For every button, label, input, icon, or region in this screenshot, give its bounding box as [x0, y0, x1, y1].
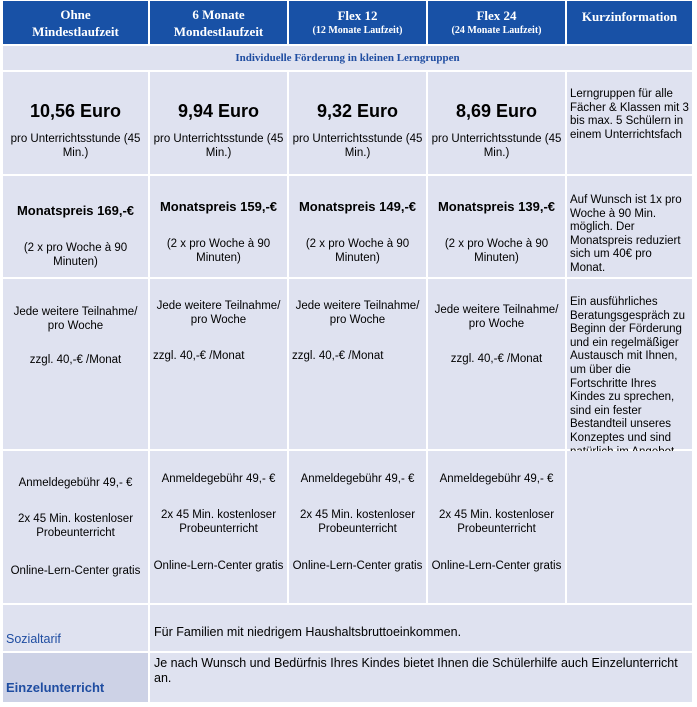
trial-lessons: 2x 45 Min. kostenloser Probeunterricht [160, 509, 277, 535]
price-cell [3, 72, 148, 174]
extra-price: zzgl. 40,-€ /Monat [153, 350, 245, 362]
fees-cell [3, 451, 148, 603]
header-flex-12 [289, 1, 426, 44]
sozialtarif-label-cell [3, 605, 148, 651]
price-amount: 8,69 Euro [455, 101, 538, 121]
monthly-cell [150, 176, 287, 277]
sozialtarif-label: Sozialtarif [6, 632, 61, 646]
online-center: Online-Lern-Center gratis [431, 560, 562, 572]
header-subtitle: (24 Monate Laufzeit) [451, 25, 542, 36]
extra-cell [150, 279, 287, 449]
monthly-detail: (2 x pro Woche à 90 Minuten) [23, 242, 128, 268]
info-text: Ein ausführliches Beratungsgespräch zu Beginn der Förderung und ein regelmäßiger Austausch mit Ihnen, um über die Fortschritte Ihres Kindes zu sprechen, sind ein fester Bestandteil unseres Konzeptes und sind [570, 296, 686, 444]
header-short-info [567, 1, 692, 44]
header-line-1: 6 Monate [192, 6, 245, 22]
extra-price: zzgl. 40,-€ /Monat [29, 354, 122, 366]
extra-price: zzgl. 40,-€ /Monat [292, 350, 384, 362]
info-text: Auf Wunsch ist 1x pro Woche à 90 Min. möglich. Der Monatspreis reduziert sich um 40€ pro Monat. [570, 194, 682, 274]
fees-cell [150, 451, 287, 603]
registration-fee: Anmeldegebühr 49,- € [300, 473, 415, 485]
info-text: Lerngruppen für alle Fächer & Klassen mit 3 bis max. 5 Schülern in einem Unterrichtsfach [570, 88, 689, 141]
monthly-cell [3, 176, 148, 277]
monthly-cell [289, 176, 426, 277]
info-cell-empty [567, 451, 692, 603]
extra-cell [289, 279, 426, 449]
fees-cell [428, 451, 565, 603]
header-title: Flex 24 [476, 8, 517, 23]
price-amount: 9,32 Euro [316, 101, 399, 121]
header-subtitle: (12 Monate Laufzeit) [312, 25, 403, 36]
registration-fee: Anmeldegebühr 49,- € [439, 473, 554, 485]
price-unit: pro Unterrichtsstunde (45 Min.) [153, 133, 284, 159]
einzelunterricht-label: Einzelunterricht [6, 680, 105, 695]
price-unit: pro Unterrichtsstunde (45 Min.) [292, 133, 423, 159]
online-center: Online-Lern-Center gratis [10, 565, 141, 577]
header-6-months [150, 1, 287, 44]
monthly-price: Monatspreis 139,-€ [437, 199, 556, 214]
price-unit: pro Unterrichtsstunde (45 Min.) [10, 133, 141, 159]
extra-label: Jede weitere Teilnahme/ pro Woche [295, 300, 420, 326]
monthly-cell [428, 176, 565, 277]
trial-lessons: 2x 45 Min. kostenloser Probeunterricht [438, 509, 555, 535]
price-amount: 9,94 Euro [177, 101, 260, 121]
monthly-detail: (2 x pro Woche à 90 Minuten) [305, 238, 410, 264]
info-cell [567, 279, 692, 449]
fees-cell [289, 451, 426, 603]
extra-label: Jede weitere Teilnahme/ pro Woche [156, 300, 281, 326]
banner [3, 46, 692, 70]
banner-text: Individuelle Förderung in kleinen Lerngruppen [235, 52, 460, 64]
header-title: Kurzinformation [581, 9, 678, 24]
monthly-detail: (2 x pro Woche à 90 Minuten) [444, 238, 549, 264]
header-line-2: Mondestlaufzeit [173, 23, 264, 39]
price-cell [289, 72, 426, 174]
monthly-price: Monatspreis 169,-€ [16, 203, 135, 218]
header-flex-24 [428, 1, 565, 44]
monthly-price: Monatspreis 149,-€ [298, 199, 417, 214]
sozialtarif-text-cell [150, 605, 692, 651]
price-unit: pro Unterrichtsstunde (45 Min.) [431, 133, 562, 159]
einzelunterricht-text: Je nach Wunsch und Bedürfnis Ihres Kindes bietet Ihnen die Schülerhilfe auch Einzelunterricht an. [154, 656, 678, 685]
pricing-table [3, 1, 692, 702]
extra-cell [428, 279, 565, 449]
header-line-2: Mindestlaufzeit [32, 23, 119, 39]
header-title: Flex 12 [337, 8, 378, 23]
header-line-1: Ohne [60, 6, 91, 22]
extra-label: Jede weitere Teilnahme/ pro Woche [434, 304, 559, 330]
online-center: Online-Lern-Center gratis [153, 560, 284, 572]
einzelunterricht-text-cell [150, 653, 692, 702]
price-amount: 10,56 Euro [29, 101, 122, 121]
extra-label: Jede weitere Teilnahme/ pro Woche [13, 306, 138, 332]
extra-price: zzgl. 40,-€ /Monat [450, 353, 543, 365]
online-center: Online-Lern-Center gratis [292, 560, 423, 572]
info-cell [567, 72, 692, 174]
monthly-price: Monatspreis 159,-€ [159, 199, 278, 214]
trial-lessons: 2x 45 Min. kostenloser Probeunterricht [17, 513, 134, 539]
price-cell [150, 72, 287, 174]
price-cell [428, 72, 565, 174]
extra-cell [3, 279, 148, 449]
trial-lessons: 2x 45 Min. kostenloser Probeunterricht [299, 509, 416, 535]
einzelunterricht-label-cell [3, 653, 148, 702]
registration-fee: Anmeldegebühr 49,- € [18, 477, 133, 489]
sozialtarif-text: Für Familien mit niedrigem Haushaltsbruttoeinkommen. [154, 625, 462, 639]
monthly-detail: (2 x pro Woche à 90 Minuten) [166, 238, 271, 264]
header-no-minimum-term [3, 1, 148, 44]
info-cell [567, 176, 692, 277]
registration-fee: Anmeldegebühr 49,- € [161, 473, 276, 485]
